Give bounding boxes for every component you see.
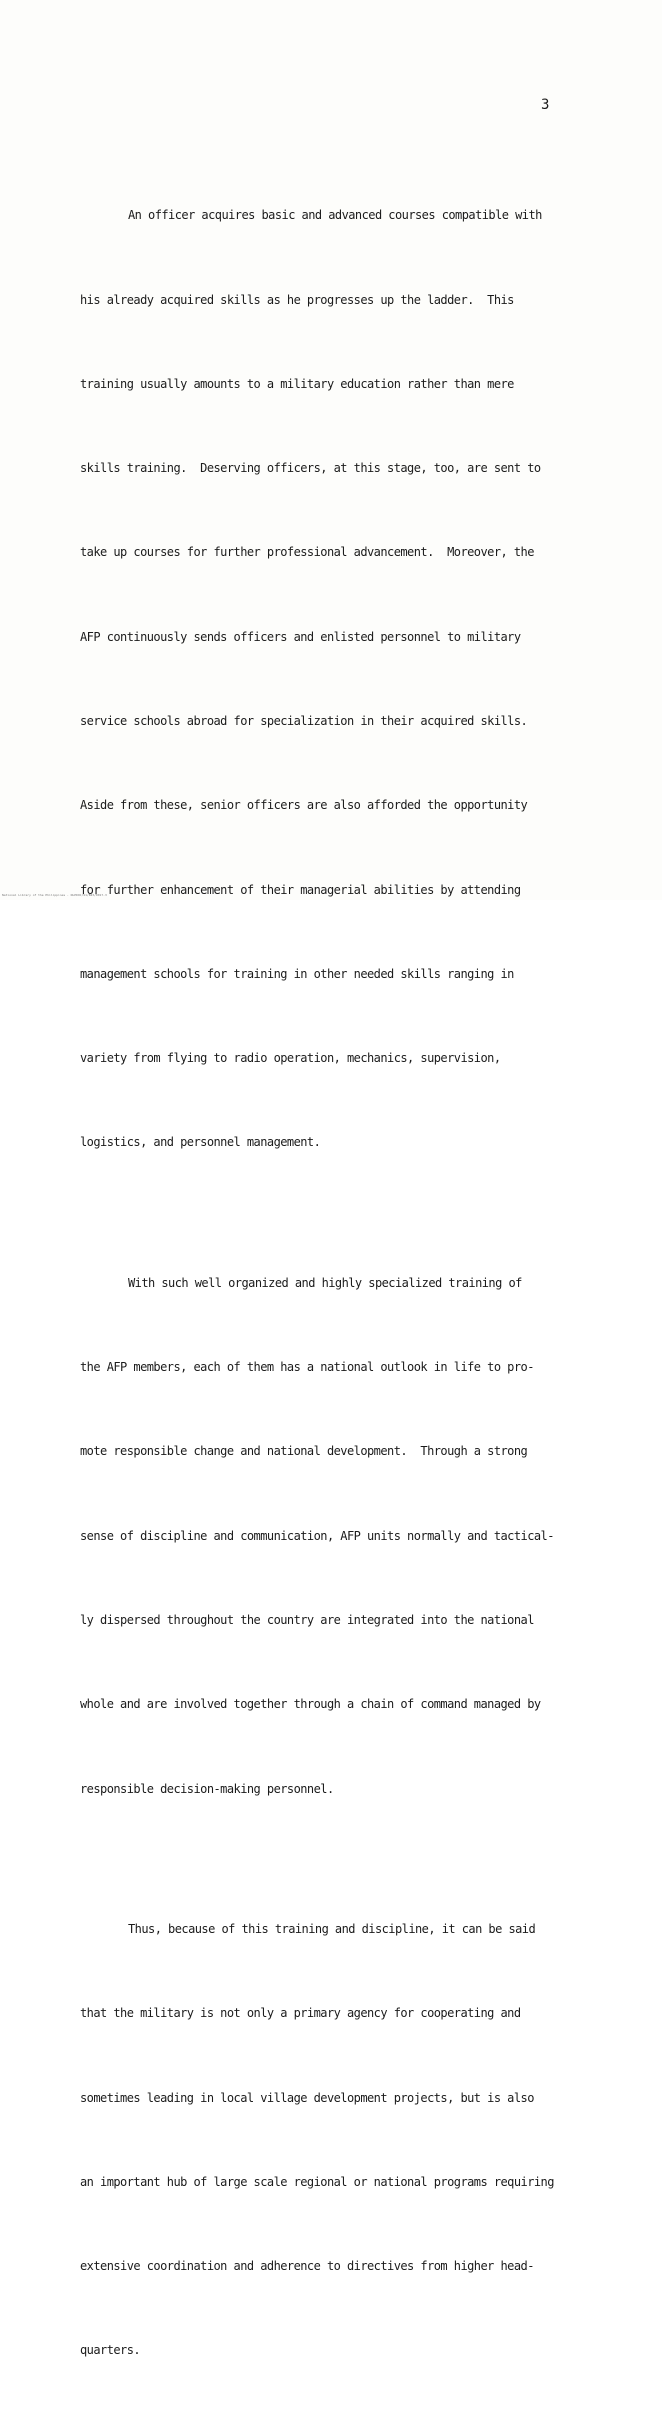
paragraph-3-line-1: Thus, because of this training and discipline, it can be said xyxy=(128,1922,536,1936)
paragraph-2-line-5: ly dispersed throughout the country are integrated into the national xyxy=(80,1612,534,1627)
paragraph-3-line-3: sometimes leading in local village development projects, but is also xyxy=(80,2090,534,2105)
archive-footer-stamp: National Library of the Philippines · NLPDOC/91/B23/0017-3 xyxy=(2,893,107,897)
paragraph-1-line-8: Aside from these, senior officers are also afforded the opportunity xyxy=(80,798,528,813)
paragraph-1-line-3: training usually amounts to a military education rather than mere xyxy=(80,376,514,391)
paragraph-3-line-6: quarters. xyxy=(80,2343,141,2358)
paragraph-1-line-12: logistics, and personnel management. xyxy=(80,1135,321,1150)
paragraph-1-line-2: his already acquired skills as he progresses up the ladder. This xyxy=(80,292,514,307)
paragraph-1-line-7: service schools abroad for specialization in their acquired skills. xyxy=(80,713,528,728)
paragraph-1-line-5: take up courses for further professional advancement. Moreover, the xyxy=(80,545,534,560)
body-text xyxy=(80,117,580,2421)
paragraph-3-line-2: that the military is not only a primary agency for cooperating and xyxy=(80,2006,521,2021)
page-number: 3 xyxy=(541,97,550,113)
paragraph-1-line-1: An officer acquires basic and advanced courses compatible with xyxy=(128,208,542,223)
paragraph-1-line-6: AFP continuously sends officers and enlisted personnel to military xyxy=(80,629,521,644)
paragraph-1-line-4: skills training. Deserving officers, at this stage, too, are sent to xyxy=(80,461,541,476)
paragraph-2-line-6: whole and are involved together through a chain of command managed by xyxy=(80,1697,541,1712)
paragraph-1-line-10: management schools for training in other needed skills ranging in xyxy=(80,966,514,981)
paragraph-2-line-1: With such well organized and highly specialized training of xyxy=(128,1275,522,1290)
paragraph-1-line-11: variety from flying to radio operation, mechanics, supervision, xyxy=(80,1051,501,1066)
paragraph-2-line-4: sense of discipline and communication, AFP units normally and tactical- xyxy=(80,1528,554,1543)
paragraph-2-line-7: responsible decision-making personnel. xyxy=(80,1781,334,1796)
paragraph-1-line-9: for further enhancement of their managerial abilities by attending xyxy=(80,882,521,897)
paragraph-2-line-3: mote responsible change and national development. Through a strong xyxy=(80,1444,528,1459)
paragraph-3-line-4: an important hub of large scale regional or national programs requiring xyxy=(80,2174,554,2189)
paragraph-2-line-2: the AFP members, each of them has a national outlook in life to pro- xyxy=(80,1360,534,1375)
paragraph-3-line-5: extensive coordination and adherence to directives from higher head- xyxy=(80,2259,534,2274)
